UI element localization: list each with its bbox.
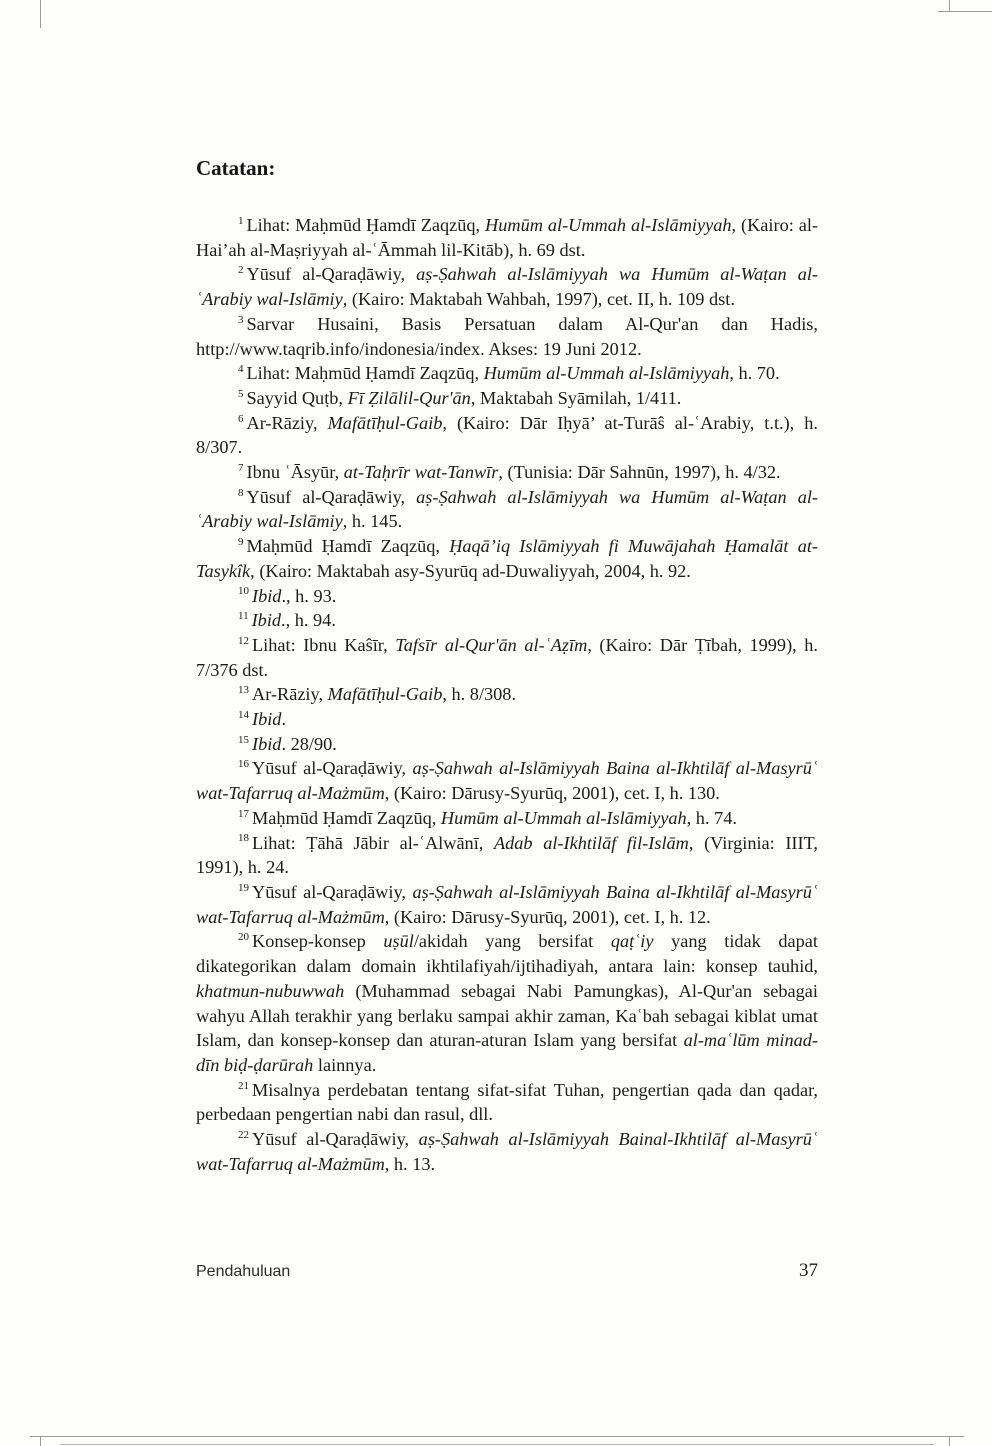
footnote-text: , h. 13. bbox=[384, 1153, 436, 1174]
footnote-text: , (Kairo: Dār Ṭībah, 1999), h. 7/376 dst. bbox=[196, 634, 818, 680]
footnote-text: , (Kairo: Maktabah Wahbah, 1997), cet. II, h. 109 dst. bbox=[342, 289, 735, 310]
footnote-13 bbox=[196, 682, 818, 707]
footnote-text: Ar-Rāziy, bbox=[252, 684, 328, 705]
footnote-number: 11 bbox=[238, 610, 249, 623]
footnote-number: 20 bbox=[238, 931, 249, 944]
footnote-5 bbox=[196, 386, 818, 411]
footnote-number: 13 bbox=[238, 684, 249, 697]
footnote-10 bbox=[196, 584, 818, 609]
footnote-1 bbox=[196, 213, 818, 262]
footnote-title-text: Humūm al-Ummah al-Islāmiyyah bbox=[485, 215, 732, 235]
footnote-3 bbox=[196, 312, 818, 361]
footnote-title-text: at-Taḥrīr wat-Tanwīr bbox=[343, 462, 499, 483]
footnote-9 bbox=[196, 534, 818, 583]
footnote-title-text: aṣ-Ṣahwah al-Islāmiyyah wa Humūm al-Waṭan al-ʿArabiy wal-Islāmiy bbox=[196, 486, 819, 532]
footnote-title-text: aṣ-Ṣahwah al-Islāmiyyah Bainal-Ikhtilāf al-Masyrūʿ wat-Tafarruq al-Mażmūm bbox=[196, 1129, 818, 1174]
footnote-number: 15 bbox=[238, 733, 249, 746]
footnote-text: , h. 145. bbox=[342, 511, 403, 532]
footnote-text: ., h. 94. bbox=[281, 610, 336, 631]
footnote-number: 18 bbox=[238, 832, 249, 845]
footnote-text: , (Kairo: Dārusy-Syurūq, 2001), cet. I, h. 130. bbox=[384, 783, 720, 804]
footnote-18 bbox=[196, 831, 818, 880]
footnote-text: Yūsuf al-Qaraḍāwiy, bbox=[246, 264, 417, 285]
footnote-text: Maḥmūd Ḥamdī Zaqzūq, bbox=[246, 536, 450, 557]
footnote-text: . 28/90. bbox=[281, 733, 337, 754]
footnote-text: , Maktabah Syāmilah, 1/411. bbox=[470, 387, 682, 408]
page-footer bbox=[196, 1260, 818, 1282]
footnote-number: 3 bbox=[238, 313, 244, 326]
footnote-number: 19 bbox=[238, 881, 249, 894]
footnote-22 bbox=[196, 1127, 818, 1176]
footnote-text: Misalnya perdebatan tentang sifat-sifat Tuhan, pengertian qada dan qadar, perbedaan pengertian nabi dan rasul, dll. bbox=[196, 1079, 818, 1125]
footnote-number: 2 bbox=[238, 264, 244, 277]
footnote-text: Ibnu ʿĀsyūr, bbox=[246, 462, 344, 483]
footnote-20 bbox=[196, 929, 818, 1077]
footnote-text: Lihat: Ibnu Kaŝīr, bbox=[252, 634, 396, 655]
footnote-text: Sayyid Quṭb, bbox=[246, 387, 348, 408]
footnote-11 bbox=[196, 608, 818, 633]
footnote-title-text: Ibid bbox=[252, 585, 282, 606]
footnote-text: /akidah yang bersifat bbox=[413, 931, 611, 952]
footnote-number: 10 bbox=[238, 585, 249, 598]
footnote-text: , (Kairo: Dār Iḥyā’ at-Turāŝ al-ʿArabiy, t.t.), h. 8/307. bbox=[196, 412, 819, 458]
footnote-19 bbox=[196, 880, 818, 929]
footnote-17 bbox=[196, 806, 818, 831]
footnote-7 bbox=[196, 460, 818, 485]
footnote-14 bbox=[196, 707, 818, 732]
scan-mark-top-left bbox=[40, 0, 41, 28]
footnote-8 bbox=[196, 485, 818, 534]
page-body bbox=[196, 156, 818, 1176]
footnote-number: 7 bbox=[238, 461, 244, 474]
footnote-text: , h. 8/308. bbox=[442, 684, 517, 705]
footnote-16 bbox=[196, 756, 818, 805]
footnote-6 bbox=[196, 411, 818, 460]
scan-mark-bottom-edge bbox=[60, 1444, 934, 1445]
footnote-title-text: Humūm al-Ummah al-Islāmiyyah bbox=[440, 807, 687, 828]
footnote-text: yang tidak dapat dikategorikan dalam domain ikhtilafiyah/ijtihadiyah, antara lain: konsep tauhid, bbox=[196, 931, 818, 977]
footnote-title-text: Mafātīḥul-Gaib bbox=[327, 412, 443, 433]
footnote-text: Maḥmūd Ḥamdī Zaqzūq, bbox=[252, 807, 441, 828]
footnote-text: Ar-Rāziy, bbox=[246, 412, 328, 433]
scan-mark-bottom-line bbox=[30, 1436, 964, 1437]
footnote-text: Yūsuf al-Qaraḍāwiy, bbox=[252, 881, 413, 902]
footnote-number: 6 bbox=[238, 412, 244, 425]
footnote-title-text: uṣūl bbox=[383, 931, 414, 952]
footnote-text: ., h. 93. bbox=[281, 585, 337, 606]
footnote-text: , (Kairo: Dārusy-Syurūq, 2001), cet. I, h. 12. bbox=[384, 906, 711, 927]
scan-mark-bottom-right-tick bbox=[949, 1436, 950, 1446]
footnote-title-text: khatmun-nubuwwah bbox=[196, 980, 345, 1001]
footnote-number: 12 bbox=[238, 634, 249, 647]
footer-page-number: 37 bbox=[799, 1260, 818, 1281]
footnote-number: 1 bbox=[238, 214, 244, 227]
footnote-title-text: Tafsīr al-Qur'ān al-ʿAẓīm bbox=[395, 634, 588, 655]
footnote-text: , (Virginia: IIIT, 1991), h. 24. bbox=[196, 832, 818, 878]
footer-section-title: Pendahuluan bbox=[196, 1263, 291, 1280]
footnote-title-text: Adab al-Ikhtilāf fil-Islām bbox=[493, 832, 689, 853]
footnote-text: Lihat: Maḥmūd Ḥamdī Zaqzūq, bbox=[246, 215, 486, 235]
footnote-text: Yūsuf al-Qaraḍāwiy, bbox=[252, 1129, 419, 1150]
footnote-text: . bbox=[281, 709, 287, 730]
footnote-number: 14 bbox=[238, 708, 249, 721]
footnote-text: , h. 74. bbox=[686, 807, 737, 828]
footnote-title-text: Humūm al-Ummah al-Islāmiyyah bbox=[483, 363, 730, 384]
footnote-text: lainnya. bbox=[313, 1054, 377, 1075]
notes-heading: Catatan: bbox=[196, 156, 276, 180]
footnote-text: Konsep-konsep bbox=[252, 931, 384, 952]
footnote-title-text: al-maʿlūm minad-dīn biḍ-ḍarūrah bbox=[196, 1030, 818, 1075]
scan-mark-top-right-horizontal bbox=[938, 11, 992, 12]
footnote-text: Yūsuf al-Qaraḍāwiy, bbox=[252, 758, 413, 779]
footnote-title-text: Ibid bbox=[252, 733, 282, 754]
footnote-title-text: Fī Ẓilālil-Qur'ān bbox=[347, 387, 471, 408]
footnote-number: 9 bbox=[238, 536, 244, 549]
footnote-text: Lihat: Maḥmūd Ḥamdī Zaqzūq, bbox=[246, 363, 484, 384]
footnote-title-text: Mafātīḥul-Gaib bbox=[327, 684, 443, 705]
footnote-title-text: Ibid bbox=[251, 610, 282, 631]
footnote-2 bbox=[196, 262, 818, 311]
footnote-text: (Muhammad sebagai Nabi Pamungkas), Al-Qur'an sebagai wahyu Allah terakhir yang berlaku sampai akhir zaman, Kaʿbah sebagai kiblat umat Islam, dan konsep-konsep dan aturan-aturan Islam yang bersifat bbox=[196, 980, 818, 1051]
footnote-number: 5 bbox=[238, 387, 244, 400]
footnote-21 bbox=[196, 1078, 818, 1127]
footnote-title-text: Ibid bbox=[252, 709, 282, 730]
footnote-number: 22 bbox=[238, 1128, 249, 1141]
footnote-title-text: aṣ-Ṣahwah al-Islāmiyyah Baina al-Ikhtilāf al-Masyrūʿ wat-Tafarruq al-Mażmūm bbox=[196, 758, 818, 804]
footnote-number: 21 bbox=[238, 1079, 249, 1092]
footnote-text: , (Kairo: al-Hai’ah al-Maṣriyyah al-ʿĀmmah lil-Kitāb), h. 69 dst. bbox=[196, 215, 818, 260]
footnote-number: 4 bbox=[238, 363, 244, 376]
footnote-text: Sarvar Husaini, Basis Persatuan dalam Al-Qur'an dan Hadis, http://www.taqrib.info/indonesia/index. Akses: 19 Juni 2012. bbox=[196, 313, 818, 359]
footnote-15 bbox=[196, 732, 818, 757]
footnote-text: , h. 70. bbox=[729, 363, 780, 384]
footnote-12 bbox=[196, 633, 818, 682]
footnote-text: , (Kairo: Maktabah asy-Syurūq ad-Duwaliyyah, 2004, h. 92. bbox=[250, 560, 691, 581]
footnote-text: , (Tunisia: Dār Sahnūn, 1997), h. 4/32. bbox=[498, 462, 781, 483]
footnote-title-text: Ḥaqā’iq Islāmiyyah fi Muwājahah Ḥamalāt at-Tasykîk bbox=[196, 536, 818, 581]
footnote-title-text: aṣ-Ṣahwah al-Islāmiyyah Baina al-Ikhtilāf al-Masyrūʿ wat-Tafarruq al-Mażmūm bbox=[196, 881, 818, 927]
scan-mark-bottom-left-tick bbox=[40, 1436, 41, 1446]
notes-list bbox=[196, 213, 818, 1176]
footnote-title-text: aṣ-Ṣahwah al-Islāmiyyah wa Humūm al-Waṭan al-ʿArabiy wal-Islāmiy bbox=[196, 264, 819, 310]
footnote-number: 8 bbox=[238, 486, 244, 499]
footnote-text: Lihat: Ṭāhā Jābir al-ʿAlwānī, bbox=[252, 832, 494, 853]
footnote-4 bbox=[196, 361, 818, 386]
footnote-number: 17 bbox=[238, 807, 249, 820]
footnote-title-text: qaṭʿiy bbox=[610, 931, 654, 952]
footnote-number: 16 bbox=[238, 758, 249, 771]
footnote-text: Yūsuf al-Qaraḍāwiy, bbox=[246, 486, 417, 507]
